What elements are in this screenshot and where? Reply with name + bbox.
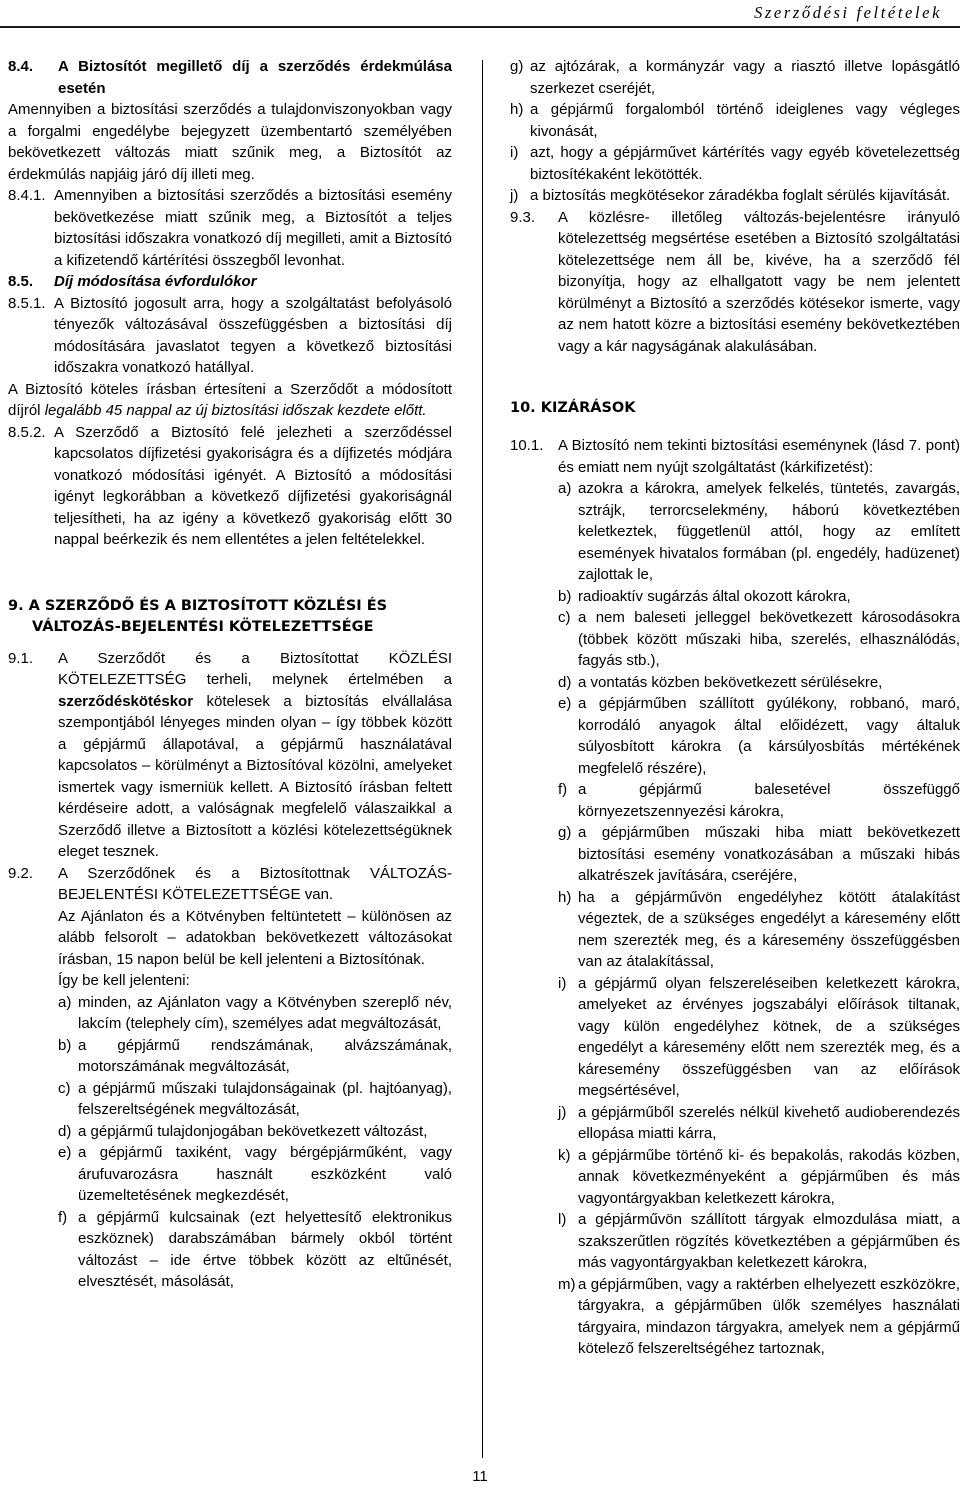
section-10-title: 10. KIZÁRÁSOK xyxy=(510,400,636,416)
list-item-text: a gépjármű balesetével összefüggő környezetszennyezési károkra, xyxy=(578,781,960,820)
list-item-label: a) xyxy=(558,480,572,497)
list-item-text: a gépjármű kulcsainak (ezt helyettesítő elektronikus eszköznek) darabszámában bármely okból történt változást – ide értve többek között az eltűnését, elvesztését, másolását, xyxy=(78,1208,452,1290)
list-item-label: g) xyxy=(510,58,524,75)
list-item-label: f) xyxy=(558,781,568,798)
section-text xyxy=(58,648,452,863)
exclusion-list xyxy=(558,478,960,1360)
list-item-text: minden, az Ajánlaton vagy a Kötvényben szereplő név, lakcím (telephely cím), személyes adat megváltozását, xyxy=(78,993,452,1032)
list-item-text: a gépjármű olyan felszereléseiben keletkezett károkra, amelyeket az érvényes jogszabályi előírások tiltanak, vagy külön engedélyhez kötnek, de a szükséges engedélyt a káresemény előtt nem szerezték meg, és a káresemény összefüggésben van az előírások megsértésével, xyxy=(578,974,960,1099)
list-item xyxy=(510,99,960,142)
list-item-label: m) xyxy=(558,1275,576,1293)
list-item xyxy=(558,478,960,586)
list-item xyxy=(558,887,960,973)
list-item-text: a gépjárműből szerelés nélkül kivehető audioberendezés ellopása miatti kárra, xyxy=(578,1103,960,1142)
change-list-continued xyxy=(510,56,960,207)
list-item-label: j) xyxy=(510,187,519,204)
para-emphasis: legalább 45 nappal az új biztosítási időszak kezdete előtt. xyxy=(44,402,427,419)
list-item-label: k) xyxy=(558,1146,571,1164)
section-text: A Biztosító jogosult arra, hogy a szolgáltatást befolyásoló tényezők változásával összefüggésben a biztosítási díj módosítására javaslatot tegyen a következő biztosítási időszakra vonatkozó hatállyal. xyxy=(54,294,452,376)
list-item-label: g) xyxy=(558,824,572,841)
list-item-label: d) xyxy=(558,673,572,691)
page-header xyxy=(0,0,960,28)
right-column xyxy=(510,56,960,1360)
list-item-label: h) xyxy=(510,101,524,118)
list-item xyxy=(558,973,960,1102)
list-item-text: a vontatás közben bekövetkezett sérülésekre, xyxy=(578,673,883,691)
section-8-5-1-para2 xyxy=(8,379,452,422)
list-item-label: j) xyxy=(558,1103,567,1121)
list-item-text: a gépjárműbe történő ki- és bepakolás, rakodás közben, annak következményeként a gépjárműben és más vagyontárgyakban keletkezett károkra, xyxy=(578,1146,960,1207)
list-item-text: a nem baleseti jelleggel bekövetkezett károsodásokra (többek között műszaki hiba, szerelés, elhasználódás, fagyás stb.), xyxy=(578,609,960,669)
section-title: A Biztosítót megillető díj a szerződés érdekmúlása esetén xyxy=(58,58,452,97)
list-item-label: b) xyxy=(58,1036,72,1054)
list-item xyxy=(558,1209,960,1274)
list-item xyxy=(558,1274,960,1360)
list-item-text: a gépjármű rendszámának, alvázszámának, motorszámának megváltozását, xyxy=(78,1036,452,1075)
section-number: 8.4. xyxy=(8,58,34,75)
list-item xyxy=(58,1207,452,1293)
section-text-block xyxy=(58,863,452,1293)
list-item-label: h) xyxy=(558,888,572,906)
list-item-label: e) xyxy=(558,695,572,712)
list-item-label: c) xyxy=(558,609,571,626)
bold-text: szerződéskötéskor xyxy=(58,692,194,710)
left-column xyxy=(8,56,452,1293)
title-line: 9. A SZERZŐDŐ ÉS A BIZTOSÍTOTT KÖZLÉSI ÉS xyxy=(8,597,388,614)
section-number: 8.4.1. xyxy=(8,187,46,204)
list-item xyxy=(510,142,960,185)
section-number: 9.2. xyxy=(8,864,34,882)
section-8-4-body: Amennyiben a biztosítási szerződés a tulajdonviszonyokban vagy a forgalmi engedélybe bejegyzett üzembentartó személyében bekövetkezett változás miatt szűnik meg, a Biztosítót az érdekmúlás napjáig járó díj illeti meg. xyxy=(8,101,452,183)
list-item xyxy=(510,56,960,99)
column-divider xyxy=(482,60,483,1458)
section-9-1 xyxy=(8,648,452,863)
list-item xyxy=(558,779,960,822)
list-item xyxy=(558,1102,960,1145)
section-para: Így be kell jelenteni: xyxy=(58,972,190,989)
section-8-5-1 xyxy=(8,293,452,379)
change-list xyxy=(58,992,452,1293)
section-8-5-2 xyxy=(8,422,452,551)
section-number: 9.1. xyxy=(8,649,34,667)
list-item-label: b) xyxy=(558,587,572,605)
list-item-text: a gépjármű tulajdonjogában bekövetkezett változást, xyxy=(78,1122,428,1140)
list-item-text: a gépjárműben műszaki hiba miatt bekövetkezett biztosítási esemény vonatkozásában a műszaki hibás alkatrészek javítására, cseréjére, xyxy=(578,824,960,884)
list-item-text: a biztosítás megkötésekor záradékba foglalt sérülés kijavítását. xyxy=(530,187,951,204)
list-item-text: ha a gépjárművön engedélyhez kötött átalakítást végeztek, de a szükséges engedélyt a káresemény előtt nem szerezték meg, és a káresemény összefüggésben van az átalakítással, xyxy=(578,888,960,970)
section-title: Díj módosítása évfordulókor xyxy=(54,273,257,290)
list-item-label: l) xyxy=(558,1211,567,1228)
list-item-text: radioaktív sugárzás által okozott károkra, xyxy=(578,587,851,605)
section-number: 8.5.2. xyxy=(8,423,46,441)
section-number: 8.5. xyxy=(8,273,34,290)
list-item xyxy=(58,1121,452,1143)
section-text: A Biztosító nem tekinti biztosítási eseménynek (lásd 7. pont) és emiatt nem nyújt szolgáltatást (kárkifizetést): xyxy=(558,437,960,476)
page-number: 11 xyxy=(472,1468,488,1485)
list-item xyxy=(58,1035,452,1078)
list-item-text: a gépjárművön szállított tárgyak elmozdulása miatt, a szakszerűtlen rögzítés következtében a gépjárműben és más vagyontárgyakban keletkezett károkra, xyxy=(578,1211,960,1271)
list-item xyxy=(558,586,960,608)
header-title: Szerződési feltételek xyxy=(754,3,942,22)
section-9-title xyxy=(8,596,452,638)
section-text: Amennyiben a biztosítási szerződés a biztosítási esemény bekövetkezése miatt szűnik meg, a Biztosítót a teljes biztosítási időszakra vonatkozó díj megilleti, amit a Biztosító a kifizetendő kártérítési összegből levonhat. xyxy=(54,187,452,269)
list-item-label: i) xyxy=(510,144,519,161)
text-part: kötelesek a biztosítás elvállalása szempontjából lényeges minden olyan – így többek között a gépjármű állapotával, a gépjármű használatával kapcsolatos – körülményt a Biztosítóval közölni, amelyeket ismertek vagy ismerniük kellett. A Biztosító írásban feltett kérdéseire adott, a valóságnak megfelelő válaszaikkal a Szerződő illetve a Biztosított a közlési kötelezettségüknek eleget tesznek. xyxy=(58,692,452,860)
section-8-4-heading xyxy=(8,56,452,99)
title-line: VÁLTOZÁS-BEJELENTÉSI KÖTELEZETTSÉGE xyxy=(32,618,374,635)
section-9-2 xyxy=(8,863,452,1293)
section-para: Az Ajánlaton és a Kötvényben feltüntetett – különösen az alább felsorolt – adatokban bekövetkezett változásokat írásban, 15 napon belül be kell jelenteni a Biztosítónak. xyxy=(58,907,452,968)
list-item-label: f) xyxy=(58,1208,68,1226)
list-item-label: e) xyxy=(58,1144,72,1161)
list-item xyxy=(510,185,960,207)
list-item-text: a gépjármű műszaki tulajdonságainak (pl. hajtóanyag), felszereltségének megváltozását, xyxy=(78,1079,452,1118)
section-text: A Szerződő a Biztosító felé jelezheti a szerződéssel kapcsolatos díjfizetési gyakoriságra és a díjfizetés módjára vonatkozó módosítási igényét. A Biztosító a módosítási igényt legkorábban a következő díjfizetési gyakoriságnál teljesítheti, ha az igény a következő gyakoriság előtt 30 nappal beérkezik és nem ellentétes a jelen feltételekkel. xyxy=(54,423,452,548)
list-item xyxy=(558,693,960,779)
list-item xyxy=(58,1142,452,1207)
text-part: A Szerződőt és a Biztosítottat KÖZLÉSI KÖTELEZETTSÉG terheli, melynek értelmében a xyxy=(58,649,452,688)
list-item-label: d) xyxy=(58,1122,72,1140)
list-item-text: azt, hogy a gépjárművet kártérítés vagy egyéb követelezettség biztosítékaként lekötötték. xyxy=(530,144,960,183)
section-10-1 xyxy=(510,435,960,1360)
section-number: 9.3. xyxy=(510,208,536,226)
list-item xyxy=(558,822,960,887)
list-item-label: a) xyxy=(58,993,72,1011)
section-9-3 xyxy=(510,207,960,358)
list-item-text: azokra a károkra, amelyek felkelés, tüntetés, zavargás, sztrájk, terrorcselekmény, háború következtében keletkeztek, függetlenül attól, hogy az említett események hivatalos formában (pl. engedély, hadüzenet) zajlottak le, xyxy=(578,480,960,583)
list-item xyxy=(558,1145,960,1210)
section-text: A közlésre- illetőleg változás-bejelentésre irányuló kötelezettség megsértése esetében a Biztosító szolgáltatási kötelezettsége nem áll be, kivéve, ha a szerződő fél bizonyítja, hogy az elhallgatott vagy be nem jelentett körülményt a Biztosító a szerződés kötésekor ismerte, vagy az nem hatott közre a biztosítási esemény bekövetkeztében vagy a kár nagyságának alakulásában. xyxy=(558,208,960,355)
section-8-4-1 xyxy=(8,185,452,271)
section-text: A Szerződőnek és a Biztosítottnak VÁLTOZÁS-BEJELENTÉSI KÖTELEZETTSÉGE van. xyxy=(58,864,452,903)
section-8-5-heading xyxy=(8,271,452,293)
list-item-label: c) xyxy=(58,1079,71,1097)
list-item-text: a gépjárműben szállított gyúlékony, robbanó, maró, korrodáló anyagok által előidézett, vagy általuk súlyosbított károkra (a kársúlyosbítás mértékének megfelelő részére), xyxy=(578,695,960,777)
list-item-text: a gépjárműben, vagy a raktérben elhelyezett eszközökre, tárgyakra, a gépjárműben ülők személyes használati tárgyaira, mindazon tárgyakra, amelyek nem a gépjármű kötelező felszereltségéhez tartoznak, xyxy=(578,1275,960,1357)
list-item-label: i) xyxy=(558,974,567,992)
list-item xyxy=(558,607,960,672)
para-text: A Biztosító köteles írásban értesíteni a Szerződőt a módosított díjról xyxy=(8,380,452,419)
list-item-text: a gépjármű forgalomból történő ideiglenes vagy végleges kivonását, xyxy=(530,101,960,140)
list-item xyxy=(58,992,452,1035)
list-item-text: a gépjármű taxiként, vagy bérgépjárműként, vagy árufuvarozásra használt eszközként való üzemeltetésének megkezdését, xyxy=(78,1144,452,1204)
list-item-text: az ajtózárak, a kormányzár vagy a riasztó illetve lopásgátló szerkezet cseréjét, xyxy=(530,58,960,97)
section-number: 8.5.1. xyxy=(8,294,46,312)
section-number: 10.1. xyxy=(510,437,544,454)
list-item xyxy=(558,672,960,694)
list-item xyxy=(58,1078,452,1121)
section-text-block xyxy=(558,435,960,1360)
